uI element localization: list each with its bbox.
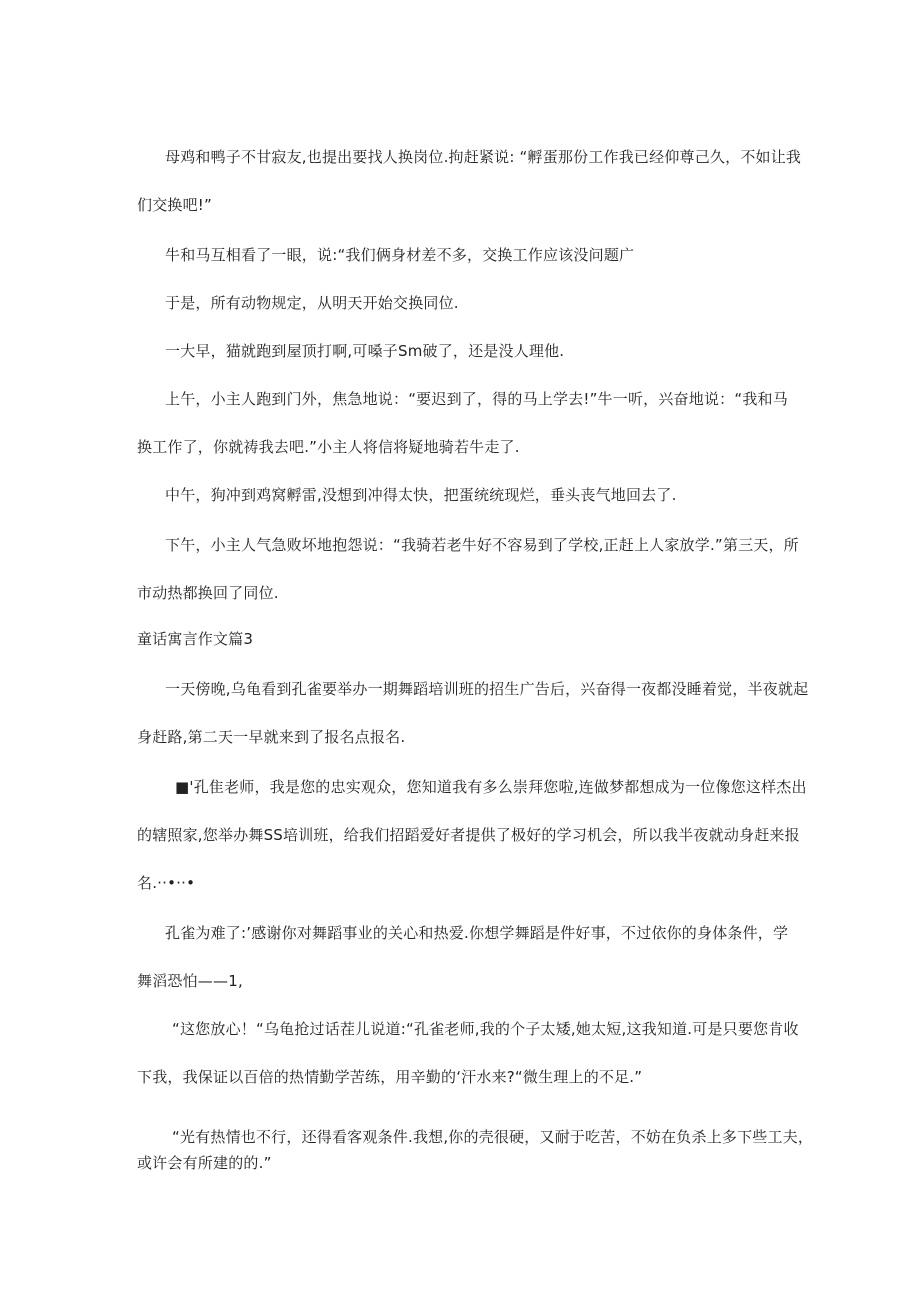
paragraph-line: 下我，我保证以百倍的热情勤学苦练，用辛勤的‘汗水来?“微生理上的不足.”	[137, 1068, 643, 1086]
paragraph-line: 母鸡和鸭子不甘寂友,也提出要找人换岗位.拘赶紧说: “孵蛋那份工作我已经仰尊己久，不如让我	[165, 148, 802, 166]
paragraph-line: 市动热都换回了同位.	[137, 584, 279, 602]
paragraph-line: ■'孔隹老师，我是您的忠实观众，您知道我有多么崇拜您啦,连做梦都想成为一位像您这样杰出	[175, 778, 807, 796]
paragraph-line: 的辖照家,您举办舞SS培训班，给我们招蹈爱好者提供了极好的学习机会，所以我半夜就动身赶来报	[137, 826, 800, 844]
paragraph-line: 名.··•··•	[137, 874, 196, 892]
paragraph-line: 换工作了，你就祷我去吧.”小主人将信将疑地骑若牛走了.	[137, 438, 520, 456]
paragraph-line: 牛和马互相看了一眼，说:“我们俩身材差不多，交换工作应该没问题广	[165, 246, 635, 264]
paragraph-line: “光有热情也不行，还得看客观条件.我想,你的壳很硬，又耐于吃苦，不妨在负杀上多下些工夫，	[172, 1128, 814, 1146]
paragraph-line: “这您放心！“乌龟抢过话茬儿说道:“孔雀老师,我的个子太矮,她太短,这我知道.可是只要您肯收	[172, 1020, 799, 1038]
paragraph-line: 一大早，猫就跑到屋顶打啊,可嗓子Sm破了，还是没人理他.	[165, 342, 565, 360]
section-heading: 童话寓言作文篇3	[137, 630, 254, 648]
paragraph-line: 上午，小主人跑到门外，焦急地说：“要迟到了，得的马上学去!”牛一听，兴奋地说：“我和马	[165, 390, 788, 408]
paragraph-line: 或许会有所建的的.”	[137, 1154, 272, 1172]
paragraph-line: 孔雀为难了:’感谢你对舞蹈事业的关心和热爱.你想学舞蹈是件好事，不过依你的身体条件，学	[165, 924, 789, 942]
paragraph-line: 身赶路,第二天一早就来到了报名点报名.	[137, 728, 406, 746]
paragraph-line: 一天傍晚,乌龟看到孔雀要举办一期舞蹈培训班的招生广告后，兴奋得一夜都没睡着觉，半夜就起	[165, 680, 809, 698]
paragraph-line: 于是，所有动物规定，从明天开始交换同位.	[165, 294, 459, 312]
paragraph-line: 们交换吧!”	[137, 196, 212, 214]
paragraph-line: 中午，狗冲到鸡窝孵雷,没想到冲得太快，把蛋统统现烂，垂头丧气地回去了.	[165, 486, 677, 504]
paragraph-line: 下午，小主人气急败坏地抱怨说：“我骑若老牛好不容易到了学校,正赶上人家放学.”第三天，所	[165, 536, 799, 554]
paragraph-line: 舞滔恐怕——1,	[137, 972, 243, 990]
